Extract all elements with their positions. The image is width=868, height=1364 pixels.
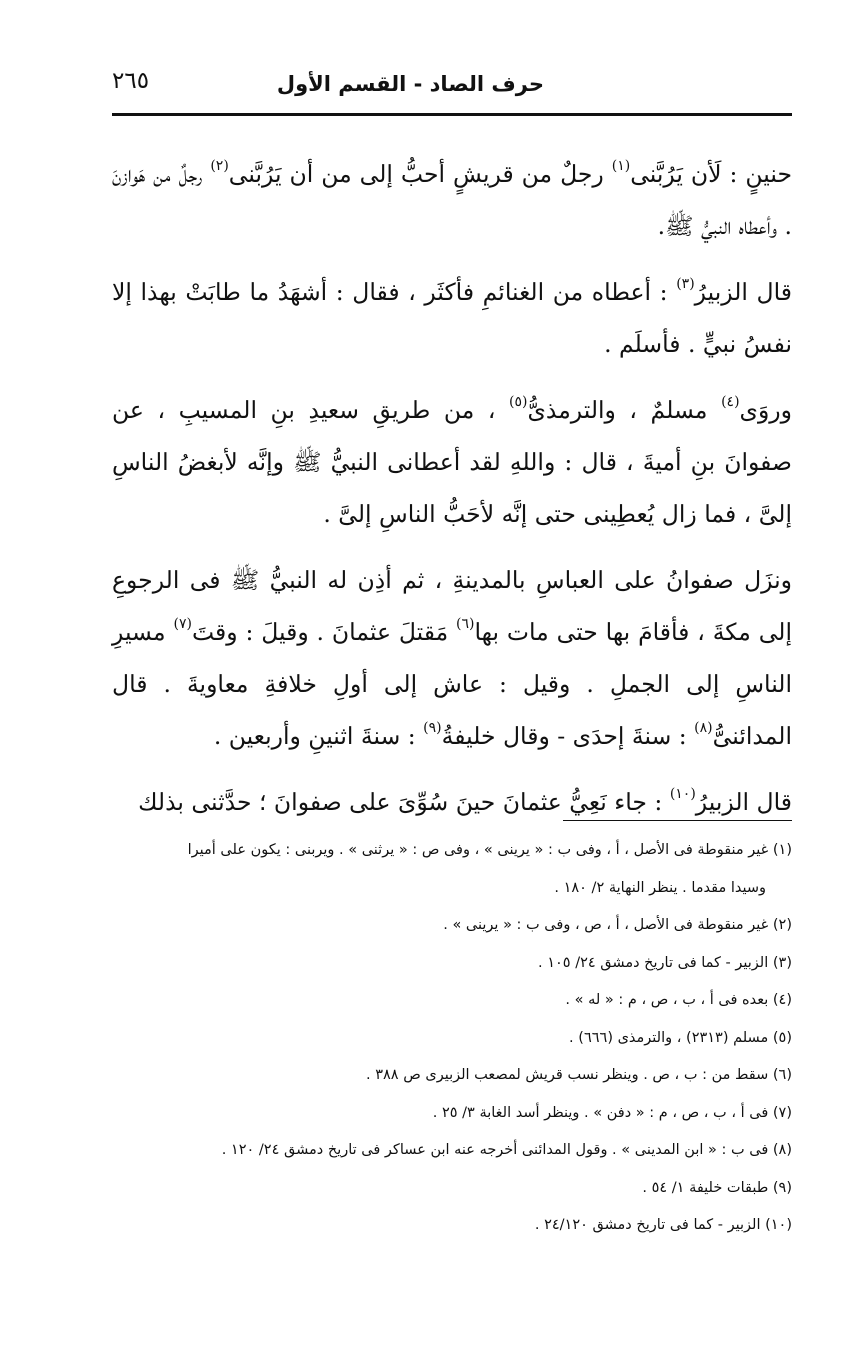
footnote-marker: (١٠) — [669, 786, 696, 802]
text-run: ، من طريقِ سعيدِ بنِ المسيبِ ، عن صفوانَ بنِ أميةَ ، قال : واللهِ لقد أعطانى النبيُّ ﷺ وإنَّه لأبغضُ الناسِ إلىَّ ، فما زال يُعطِينى حتى إنَّه لأحَبُّ الناسِ إلىَّ . — [112, 396, 792, 528]
main-text — [112, 148, 792, 842]
text-run: وروَى — [739, 396, 792, 424]
paragraph — [112, 384, 792, 540]
header-rule — [112, 113, 792, 116]
text-run: مَقتلَ عثمانَ . وقيلَ : وقتَ — [191, 618, 457, 646]
text-run: : سنةَ إحدَى - وقال خليفةُ — [441, 722, 695, 750]
footnote-marker: (٣) — [676, 276, 695, 292]
text-run: ونزَل صفوانُ على العباسِ بالمدينةِ ، ثم أذِن له النبيُّ ﷺ فى الرجوعِ إلى مكةَ ، فأقامَ بها حتى مات بها — [112, 566, 792, 646]
text-run: مسيرِ الناسِ إلى الجملِ . وقيل : عاش إلى أولِ خلافةِ معاويةَ . قال المدائنىُّ — [112, 618, 792, 750]
paragraph — [112, 148, 792, 252]
footnote-marker: (٦) — [456, 616, 475, 632]
footnote: (٧) فى أ ، ب ، ص ، م : « دفن » . وينظر أسد الغابة ٣/ ٢٥ . — [432, 1104, 792, 1121]
text-run: حنينٍ : لَأن يَرُبَّنى — [630, 160, 792, 188]
footnotes — [106, 832, 792, 1245]
footnote: (٨) فى ب : « ابن المدينى » . وقول المدائنى أخرجه عنه ابن عساكر فى تاريخ دمشق ٢٤/ ١٢٠ . — [221, 1142, 792, 1158]
footnote: (٢) غير منقوطة فى الأصل ، أ ، ص ، وفى ب : « يرينى » . — [443, 917, 792, 933]
text-run: : أعطاه من الغنائمِ فأكثَر ، فقال : أشهَدُ ما طابَتْ بهذا إلا نفسُ نبيٍّ . فأسلَم . — [112, 278, 792, 358]
paragraph — [112, 554, 792, 762]
paragraph — [112, 266, 792, 370]
footnote: (٤) بعده فى أ ، ب ، ص ، م : « له » . — [565, 992, 792, 1008]
footnote-marker: (٢) — [210, 158, 229, 174]
footnote: (١٠) الزبير - كما فى تاريخ دمشق ٢٤/١٢٠ . — [534, 1217, 792, 1233]
text-run: رجلٌ من هَوازنَ . وأعطاه النبيُّ ﷺ. — [112, 160, 792, 240]
text-run: قال الزبيرُ — [694, 278, 792, 306]
text-run: قال الزبيرُ — [695, 788, 792, 816]
footnote: (٩) طبقات خليفة ١/ ٥٤ . — [642, 1179, 792, 1196]
footnote-marker: (٧) — [173, 616, 192, 632]
text-run: : جاء نَعِيُّ عثمانَ حينَ سُوِّىَ على صفوانَ ؛ حدَّثنى بذلك — [138, 788, 670, 816]
footnote: (٦) سقط من : ب ، ص . وينظر نسب قريش لمصعب الزبيرى ص ٣٨٨ . — [366, 1067, 792, 1083]
footnote-continuation: وسيدا مقدما . ينظر النهاية ٢/ ١٨٠ . — [554, 879, 766, 896]
footnote-marker: (١) — [611, 158, 631, 174]
text-run: مسلمٌ ، والترمذىُّ — [527, 396, 722, 424]
footnote-marker: (٩) — [423, 720, 442, 736]
footnote-separator — [563, 820, 792, 821]
footnote: (١) غير منقوطة فى الأصل ، أ ، وفى ب : « يرينى » ، وفى ص : « يرثنى » . ويربنى : يكون على أميرا — [187, 842, 792, 858]
running-title: حرف الصاد - القسم الأول — [276, 72, 544, 96]
footnote-marker: (٨) — [694, 720, 713, 736]
page-header — [112, 66, 792, 106]
footnote-marker: (٥) — [509, 394, 528, 410]
footnote: (٣) الزبير - كما فى تاريخ دمشق ٢٤/ ١٠٥ . — [538, 954, 792, 971]
footnote-marker: (٤) — [721, 394, 740, 410]
text-run: رجلٌ من قريشٍ أحبُّ إلى من أن يَرُبَّنى — [228, 160, 612, 188]
page-number: ٢٦٥ — [112, 68, 150, 94]
text-run: : سنةَ اثنينِ وأربعين . — [213, 722, 424, 750]
footnote: (٥) مسلم (٢٣١٣) ، والترمذى (٦٦٦) . — [569, 1029, 792, 1046]
